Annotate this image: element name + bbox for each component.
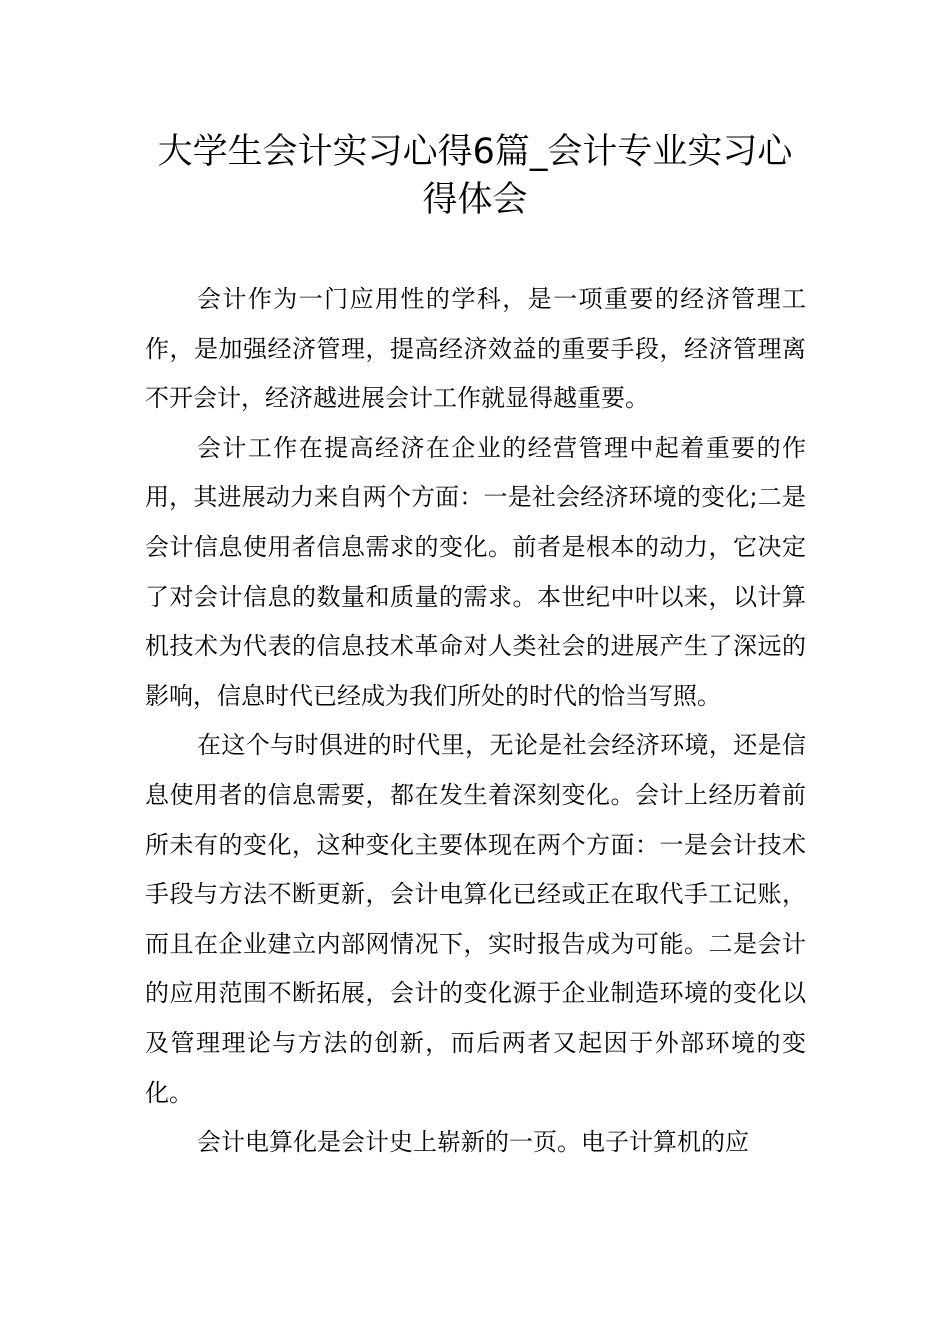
document-body [145, 275, 806, 1168]
document-title: 大学生会计实习心得6篇_会计专业实习心得体会 [157, 132, 793, 220]
paragraph: 会计工作在提高经济在企业的经营管理中起着重要的作用，其进展动力来自两个方面：一是社会经济环境的变化;二是会计信息使用者信息需求的变化。前者是根本的动力，它决定了对会计信息的数量和质量的需求。本世纪中叶以来，以计算机技术为代表的信息技术革命对人类社会的进展产生了深远的影响，信息时代已经成为我们所处的时代的恰当写照。 [145, 433, 806, 710]
paragraph: 会计电算化是会计史上崭新的一页。电子计算机的应 [197, 1128, 749, 1157]
paragraph: 在这个与时俱进的时代里，无论是社会经济环境，还是信息使用者的信息需要，都在发生着深刻变化。会计上经历着前所未有的变化，这种变化主要体现在两个方面：一是会计技术手段与方法不断更新，会计电算化已经或正在取代手工记账，而且在企业建立内部网情况下，实时报告成为可能。二是会计的应用范围不断拓展，会计的变化源于企业制造环境的变化以及管理理论与方法的创新，而后两者又起因于外部环境的变化。 [145, 731, 806, 1107]
paragraph: 会计作为一门应用性的学科，是一项重要的经济管理工作，是加强经济管理，提高经济效益的重要手段，经济管理离不开会计，经济越进展会计工作就显得越重要。 [145, 285, 806, 413]
